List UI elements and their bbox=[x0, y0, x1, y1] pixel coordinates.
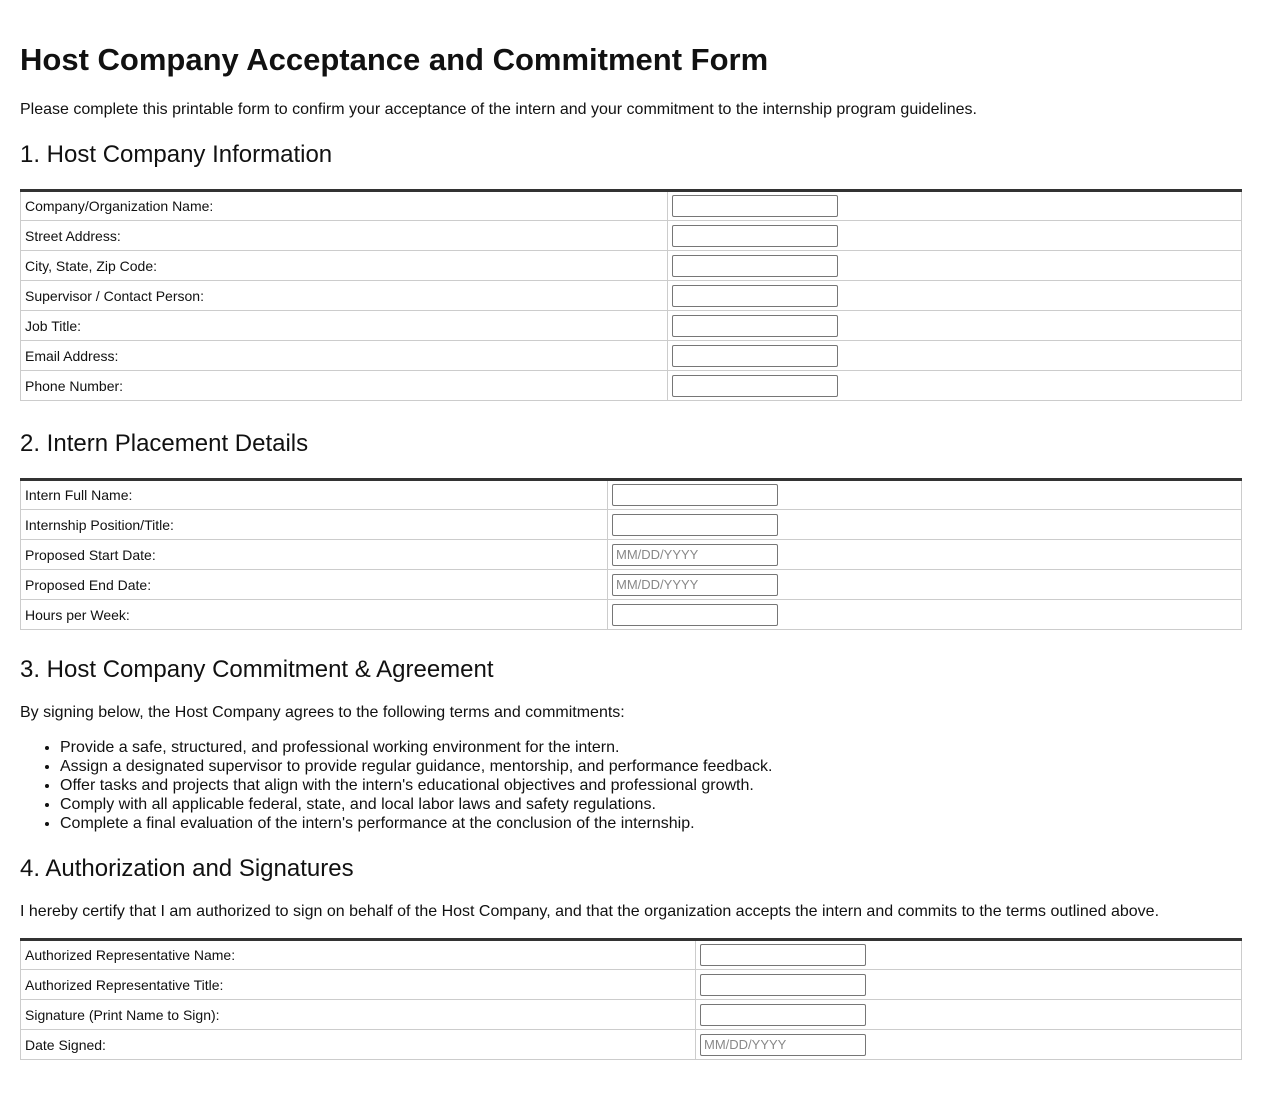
field-label: Proposed End Date: bbox=[21, 570, 608, 600]
table-row bbox=[21, 570, 1242, 600]
date-signed-input[interactable] bbox=[700, 1034, 866, 1056]
job-title-input[interactable] bbox=[672, 315, 838, 337]
signature-input[interactable] bbox=[700, 1004, 866, 1026]
list-item: • Comply with all applicable federal, state, and local labor laws and safety regulations. bbox=[60, 795, 772, 814]
supervisor-contact-input[interactable] bbox=[672, 285, 838, 307]
hours-per-week-input[interactable] bbox=[612, 604, 778, 626]
intern-placement-table bbox=[20, 478, 1242, 630]
table-row bbox=[21, 281, 1242, 311]
field-label: Authorized Representative Title: bbox=[21, 970, 696, 1000]
list-item: • Offer tasks and projects that align with the intern's educational objectives and professional growth. bbox=[60, 776, 772, 795]
start-date-input[interactable] bbox=[612, 544, 778, 566]
intern-full-name-input[interactable] bbox=[612, 484, 778, 506]
field-label: Proposed Start Date: bbox=[21, 540, 608, 570]
table-row bbox=[21, 1000, 1242, 1030]
representative-title-input[interactable] bbox=[700, 974, 866, 996]
page-title: Host Company Acceptance and Commitment Form bbox=[20, 42, 769, 77]
section-heading-host-company: 1. Host Company Information bbox=[20, 141, 333, 168]
field-label: Hours per Week: bbox=[21, 600, 608, 630]
section-heading-intern-placement: 2. Intern Placement Details bbox=[20, 430, 309, 457]
field-label: Email Address: bbox=[21, 341, 668, 371]
table-row bbox=[21, 540, 1242, 570]
field-label: City, State, Zip Code: bbox=[21, 251, 668, 281]
authorization-intro: I hereby certify that I am authorized to sign on behalf of the Host Company, and that the organization accepts the intern and commits to the terms outlined above. bbox=[20, 903, 1160, 920]
representative-name-input[interactable] bbox=[700, 944, 866, 966]
table-row bbox=[21, 311, 1242, 341]
list-item: • Complete a final evaluation of the intern's performance at the conclusion of the internship. bbox=[60, 814, 772, 833]
field-label: Signature (Print Name to Sign): bbox=[21, 1000, 696, 1030]
end-date-input[interactable] bbox=[612, 574, 778, 596]
commitment-intro: By signing below, the Host Company agrees to the following terms and commitments: bbox=[20, 704, 625, 721]
table-row bbox=[21, 191, 1242, 221]
field-label: Intern Full Name: bbox=[21, 480, 608, 510]
company-name-input[interactable] bbox=[672, 195, 838, 217]
table-row bbox=[21, 480, 1242, 510]
authorization-table bbox=[20, 938, 1242, 1060]
table-row bbox=[21, 510, 1242, 540]
table-row bbox=[21, 1030, 1242, 1060]
table-row bbox=[21, 600, 1242, 630]
section-heading-authorization: 4. Authorization and Signatures bbox=[20, 855, 354, 882]
table-row bbox=[21, 341, 1242, 371]
form-intro: Please complete this printable form to confirm your acceptance of the intern and your commitment to the internship program guidelines. bbox=[20, 101, 977, 118]
list-item: • Assign a designated supervisor to provide regular guidance, mentorship, and performance feedback. bbox=[60, 757, 772, 776]
email-address-input[interactable] bbox=[672, 345, 838, 367]
field-label: Date Signed: bbox=[21, 1030, 696, 1060]
field-label: Phone Number: bbox=[21, 371, 668, 401]
table-row bbox=[21, 221, 1242, 251]
table-row bbox=[21, 371, 1242, 401]
field-label: Job Title: bbox=[21, 311, 668, 341]
commitment-terms-list bbox=[20, 738, 772, 833]
field-label: Company/Organization Name: bbox=[21, 191, 668, 221]
table-row bbox=[21, 251, 1242, 281]
field-label: Street Address: bbox=[21, 221, 668, 251]
section-heading-commitment: 3. Host Company Commitment & Agreement bbox=[20, 656, 494, 683]
field-label: Authorized Representative Name: bbox=[21, 940, 696, 970]
phone-number-input[interactable] bbox=[672, 375, 838, 397]
field-label: Supervisor / Contact Person: bbox=[21, 281, 668, 311]
table-row bbox=[21, 970, 1242, 1000]
city-state-zip-input[interactable] bbox=[672, 255, 838, 277]
internship-position-input[interactable] bbox=[612, 514, 778, 536]
host-company-table bbox=[20, 189, 1242, 401]
street-address-input[interactable] bbox=[672, 225, 838, 247]
table-row bbox=[21, 940, 1242, 970]
field-label: Internship Position/Title: bbox=[21, 510, 608, 540]
list-item: • Provide a safe, structured, and professional working environment for the intern. bbox=[60, 738, 772, 757]
